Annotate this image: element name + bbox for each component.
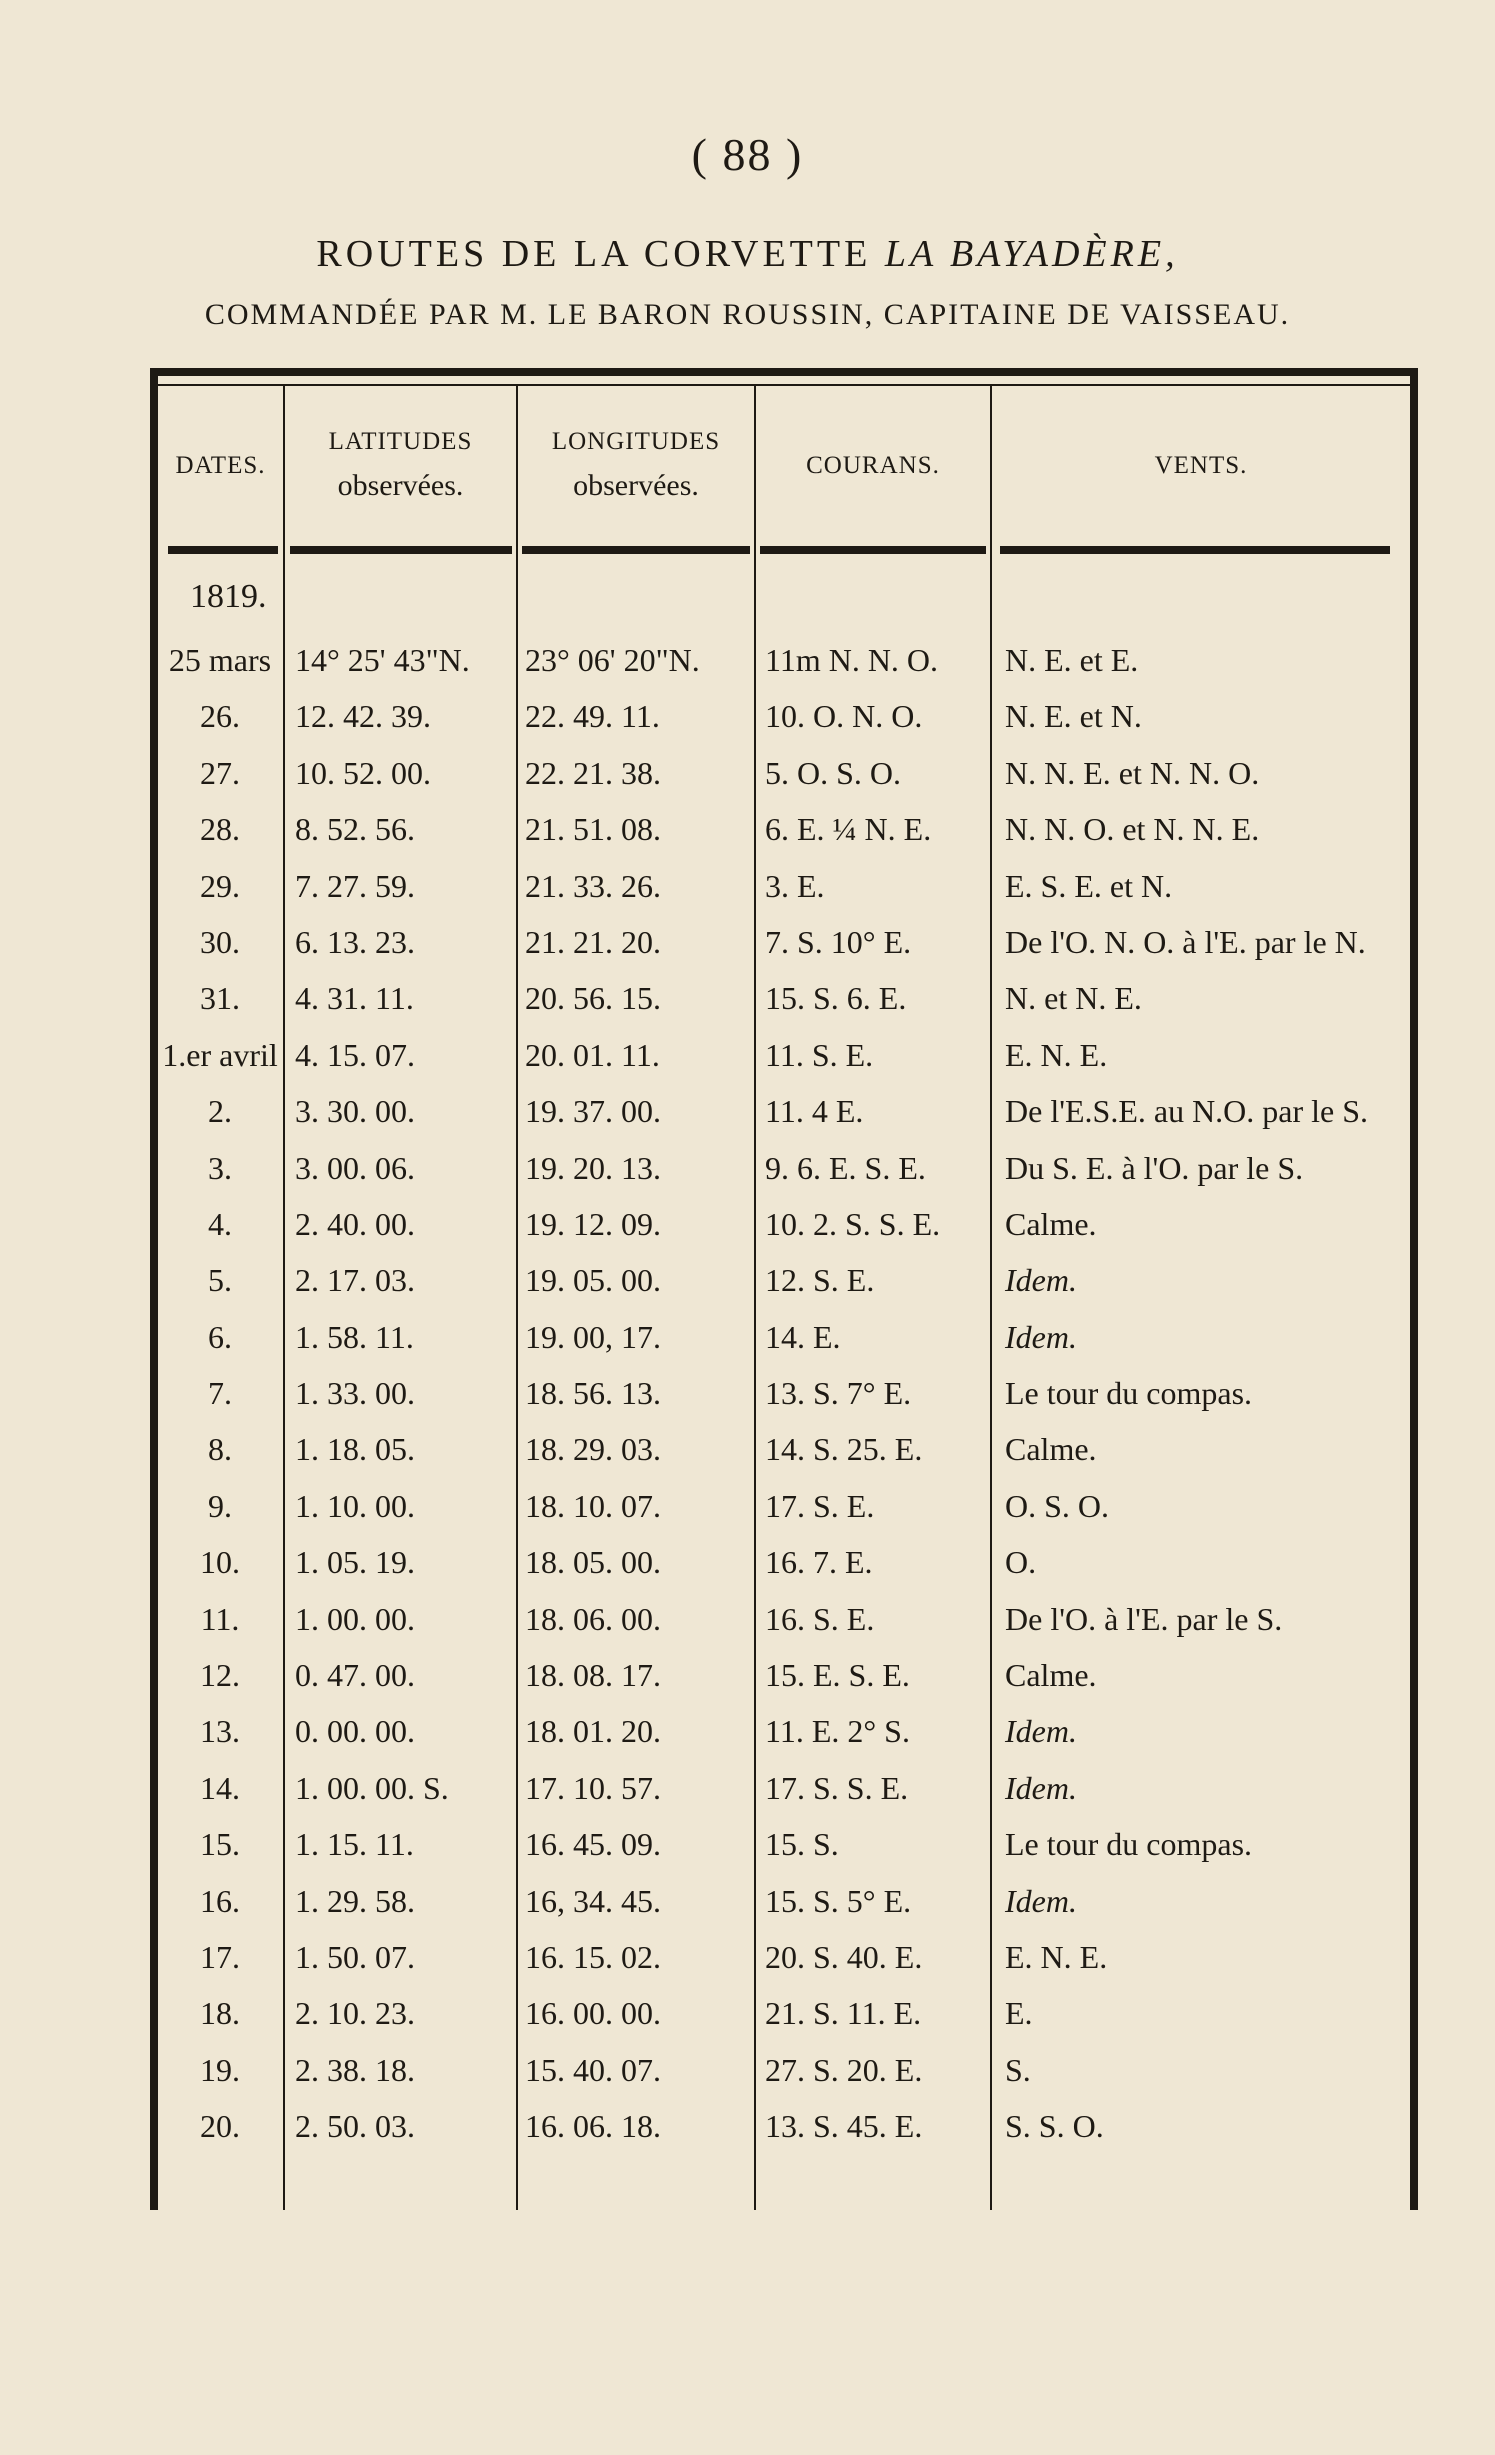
longitude-cell: 19. 12. 09. [525, 1205, 661, 1242]
table-row [0, 2042, 1495, 2098]
wind-cell: N. N. O. et N. N. E. [1005, 811, 1260, 848]
longitude-cell: 18. 05. 00. [525, 1544, 661, 1581]
wind-cell: Idem. [1005, 1318, 1077, 1355]
table-row [0, 2098, 1495, 2154]
wind-cell: N. et N. E. [1005, 980, 1142, 1017]
date-cell: 15. [200, 1826, 240, 1863]
latitude-cell: 6. 13. 23. [295, 923, 415, 960]
header-rule [522, 546, 750, 554]
longitude-cell: 19. 00, 17. [525, 1318, 661, 1355]
current-cell: 13. S. 7° E. [765, 1375, 912, 1412]
longitude-cell: 18. 06. 00. [525, 1600, 661, 1637]
wind-cell: O. S. O. [1005, 1487, 1110, 1524]
table-row [0, 688, 1495, 744]
date-cell: 25 mars [168, 642, 272, 678]
current-cell: 14. S. 25. E. [765, 1431, 923, 1468]
table-row [0, 1591, 1495, 1647]
wind-cell: N. E. et E. [1005, 642, 1139, 678]
current-cell: 12. S. E. [765, 1262, 875, 1299]
current-cell: 21. S. 11. E. [765, 1995, 922, 2032]
current-cell: 15. E. S. E. [765, 1657, 910, 1694]
wind-cell: E. N. E. [1005, 1938, 1108, 1975]
table-row [0, 1365, 1495, 1421]
longitude-cell: 16. 00. 00. [525, 1995, 661, 2032]
header-dates [158, 386, 283, 546]
latitude-cell: 1. 33. 00. [295, 1375, 415, 1412]
date-cell: 10. [200, 1544, 240, 1581]
current-cell: 10. O. N. O. [765, 698, 923, 735]
header-rule [760, 546, 986, 554]
table-row [0, 1703, 1495, 1759]
longitude-cell: 19. 05. 00. [525, 1262, 661, 1299]
table-row [0, 745, 1495, 801]
latitude-cell: 12. 42. 39. [295, 698, 431, 735]
current-cell: 5. O. S. O. [765, 754, 902, 791]
longitude-cell: 21. 51. 08. [525, 811, 661, 848]
date-cell: 8. [208, 1431, 232, 1468]
latitude-cell: 1. 00. 00. [295, 1600, 415, 1637]
wind-cell: N. N. E. et N. N. O. [1005, 754, 1260, 791]
year-label: 1819. [190, 578, 267, 615]
date-cell: 1.er avril [162, 1036, 278, 1073]
page-subtitle: COMMANDÉE PAR M. LE BARON ROUSSIN, CAPITAINE DE VAISSEAU. [204, 298, 1291, 331]
current-cell: 11. S. E. [765, 1036, 874, 1073]
table-row [0, 1647, 1495, 1703]
frame-top-rule [150, 368, 1418, 376]
wind-cell: Idem. [1005, 1882, 1077, 1919]
wind-cell: O. [1005, 1544, 1037, 1581]
latitude-cell: 7. 27. 59. [295, 867, 415, 904]
table-row [0, 1252, 1495, 1308]
header-longitudes [518, 386, 754, 546]
wind-cell: Idem. [1005, 1262, 1077, 1299]
table-row [0, 801, 1495, 857]
header-vents [992, 386, 1410, 546]
wind-cell: De l'O. à l'E. par le S. [1005, 1600, 1283, 1637]
date-cell: 14. [200, 1769, 240, 1806]
current-cell: 3. E. [765, 867, 825, 904]
date-cell: 28. [200, 811, 240, 848]
date-cell: 13. [200, 1713, 240, 1750]
latitude-cell: 3. 00. 06. [295, 1149, 415, 1186]
latitude-cell: 14° 25' 43"N. [295, 642, 470, 678]
current-cell: 16. S. E. [765, 1600, 875, 1637]
table-row [0, 1478, 1495, 1534]
latitude-cell: 0. 00. 00. [295, 1713, 415, 1750]
current-cell: 11m N. N. O. [765, 642, 939, 678]
longitude-cell: 18. 29. 03. [525, 1431, 661, 1468]
longitude-cell: 22. 49. 11. [525, 698, 660, 735]
date-cell: 26. [200, 698, 240, 735]
longitude-cell: 23° 06' 20"N. [525, 642, 700, 678]
header-longitudes-label: LONGITUDES [551, 428, 721, 455]
table-row [0, 858, 1495, 914]
latitude-cell: 1. 10. 00. [295, 1487, 415, 1524]
date-cell: 20. [200, 2108, 240, 2145]
table-body [0, 632, 1495, 2155]
latitude-cell: 1. 18. 05. [295, 1431, 415, 1468]
wind-cell: De l'O. N. O. à l'E. par le N. [1005, 923, 1366, 960]
current-cell: 27. S. 20. E. [765, 2051, 923, 2088]
current-cell: 15. S. 6. E. [765, 980, 907, 1017]
current-cell: 16. 7. E. [765, 1544, 873, 1581]
date-cell: 30. [200, 923, 240, 960]
current-cell: 15. S. 5° E. [765, 1882, 912, 1919]
current-cell: 20. S. 40. E. [765, 1938, 923, 1975]
header-latitudes-label: LATITUDES [328, 428, 473, 455]
date-cell: 5. [208, 1262, 232, 1299]
date-cell: 18. [200, 1995, 240, 2032]
longitude-cell: 19. 37. 00. [525, 1093, 661, 1130]
header-rule [168, 546, 278, 554]
table-row [0, 1421, 1495, 1477]
wind-cell: Idem. [1005, 1713, 1077, 1750]
date-cell: 29. [200, 867, 240, 904]
current-cell: 13. S. 45. E. [765, 2108, 923, 2145]
table-row [0, 970, 1495, 1026]
latitude-cell: 1. 15. 11. [295, 1826, 414, 1863]
current-cell: 6. E. ¼ N. E. [765, 811, 932, 848]
wind-cell: S. [1005, 2051, 1031, 2088]
table-row [0, 1985, 1495, 2041]
date-cell: 12. [200, 1657, 240, 1694]
latitude-cell: 1. 29. 58. [295, 1882, 415, 1919]
latitude-cell: 8. 52. 56. [295, 811, 415, 848]
date-cell: 19. [200, 2051, 240, 2088]
date-cell: 6. [208, 1318, 232, 1355]
title-ship-name: LA BAYADÈRE, [884, 233, 1179, 275]
table-row [0, 1816, 1495, 1872]
longitude-cell: 20. 56. 15. [525, 980, 661, 1017]
title-main: ROUTES DE LA CORVETTE [316, 233, 872, 275]
wind-cell: Idem. [1005, 1769, 1077, 1806]
latitude-cell: 1. 50. 07. [295, 1938, 415, 1975]
header-latitudes-sub: observées. [337, 469, 464, 502]
latitude-cell: 3. 30. 00. [295, 1093, 415, 1130]
longitude-cell: 16. 15. 02. [525, 1938, 661, 1975]
table-row [0, 1929, 1495, 1985]
wind-cell: Le tour du compas. [1005, 1375, 1253, 1412]
longitude-cell: 20. 01. 11. [525, 1036, 660, 1073]
longitude-cell: 18. 01. 20. [525, 1713, 661, 1750]
current-cell: 11. 4 E. [765, 1093, 864, 1130]
date-cell: 17. [200, 1938, 240, 1975]
table-row [0, 1309, 1495, 1365]
page-number: ( 88 ) [691, 129, 804, 180]
latitude-cell: 2. 10. 23. [295, 1995, 415, 2032]
wind-cell: Calme. [1005, 1431, 1097, 1468]
current-cell: 10. 2. S. S. E. [765, 1205, 941, 1242]
latitude-cell: 1. 00. 00. S. [295, 1769, 449, 1806]
longitude-cell: 22. 21. 38. [525, 754, 661, 791]
latitude-cell: 0. 47. 00. [295, 1657, 415, 1694]
date-cell: 11. [200, 1600, 240, 1637]
current-cell: 14. E. [765, 1318, 841, 1355]
header-vents-label: VENTS. [1154, 452, 1248, 479]
current-cell: 11. E. 2° S. [765, 1713, 910, 1750]
date-cell: 27. [200, 754, 240, 791]
latitude-cell: 2. 17. 03. [295, 1262, 415, 1299]
longitude-cell: 16, 34. 45. [525, 1882, 661, 1919]
date-cell: 7. [208, 1375, 232, 1412]
latitude-cell: 4. 31. 11. [295, 980, 414, 1017]
header-courans-label: COURANS. [806, 452, 940, 479]
latitude-cell: 4. 15. 07. [295, 1036, 415, 1073]
header-dates-label: DATES. [175, 452, 266, 479]
latitude-cell: 1. 05. 19. [295, 1544, 415, 1581]
table-row [0, 1196, 1495, 1252]
current-cell: 7. S. 10° E. [765, 923, 912, 960]
latitude-cell: 2. 38. 18. [295, 2051, 415, 2088]
current-cell: 17. S. E. [765, 1487, 875, 1524]
date-cell: 16. [200, 1882, 240, 1919]
table-row [0, 1083, 1495, 1139]
wind-cell: E. [1005, 1995, 1033, 2032]
wind-cell: Du S. E. à l'O. par le S. [1005, 1149, 1304, 1186]
wind-cell: E. N. E. [1005, 1036, 1108, 1073]
table-row [0, 1760, 1495, 1816]
wind-cell: Calme. [1005, 1205, 1097, 1242]
longitude-cell: 19. 20. 13. [525, 1149, 661, 1186]
longitude-cell: 16. 45. 09. [525, 1826, 661, 1863]
longitude-cell: 21. 33. 26. [525, 867, 661, 904]
longitude-cell: 18. 08. 17. [525, 1657, 661, 1694]
date-cell: 3. [208, 1149, 232, 1186]
longitude-cell: 16. 06. 18. [525, 2108, 661, 2145]
header-courans [756, 386, 990, 546]
latitude-cell: 1. 58. 11. [295, 1318, 414, 1355]
latitude-cell: 2. 50. 03. [295, 2108, 415, 2145]
wind-cell: E. S. E. et N. [1005, 867, 1173, 904]
longitude-cell: 17. 10. 57. [525, 1769, 661, 1806]
table-row [0, 1534, 1495, 1590]
table-row [0, 914, 1495, 970]
wind-cell: N. E. et N. [1005, 698, 1142, 735]
wind-cell: S. S. O. [1005, 2108, 1104, 2145]
table-row [0, 632, 1495, 688]
date-cell: 9. [208, 1487, 232, 1524]
header-rule [290, 546, 512, 554]
latitude-cell: 10. 52. 00. [295, 754, 431, 791]
date-cell: 4. [208, 1205, 232, 1242]
date-cell: 31. [200, 980, 240, 1017]
wind-cell: Le tour du compas. [1005, 1826, 1253, 1863]
table-row [0, 1140, 1495, 1196]
wind-cell: Calme. [1005, 1657, 1097, 1694]
longitude-cell: 15. 40. 07. [525, 2051, 661, 2088]
table-row [0, 1027, 1495, 1083]
wind-cell: De l'E.S.E. au N.O. par le S. [1005, 1093, 1369, 1130]
header-latitudes [285, 386, 516, 546]
longitude-cell: 18. 56. 13. [525, 1375, 661, 1412]
current-cell: 17. S. S. E. [765, 1769, 909, 1806]
table-row [0, 1873, 1495, 1929]
date-cell: 2. [208, 1093, 232, 1130]
current-cell: 9. 6. E. S. E. [765, 1149, 926, 1186]
header-rule [1000, 546, 1390, 554]
longitude-cell: 18. 10. 07. [525, 1487, 661, 1524]
latitude-cell: 2. 40. 00. [295, 1205, 415, 1242]
header-longitudes-sub: observées. [573, 469, 699, 502]
longitude-cell: 21. 21. 20. [525, 923, 661, 960]
current-cell: 15. S. [765, 1826, 839, 1863]
page-title [0, 232, 1495, 276]
